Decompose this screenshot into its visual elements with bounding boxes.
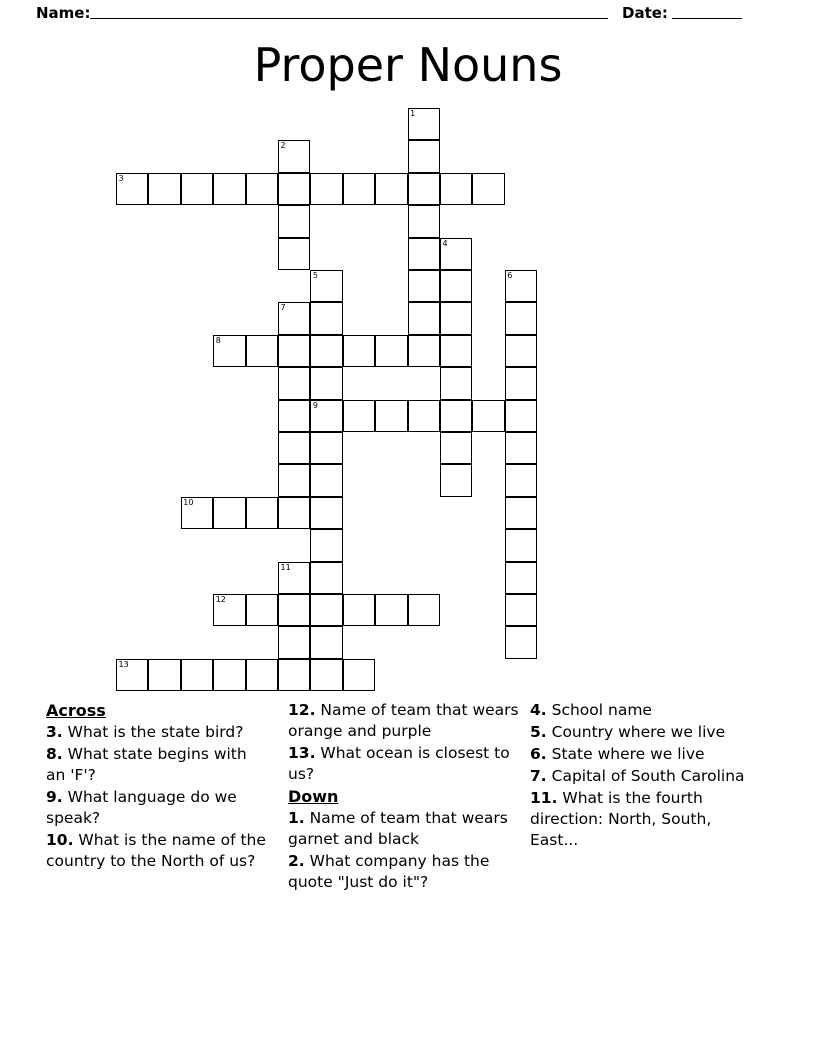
- clue-text: What is the fourth direction: North, South, East...: [530, 789, 712, 849]
- clue-text: Name of team that wears orange and purple: [288, 701, 519, 740]
- grid-cell[interactable]: [278, 659, 310, 691]
- grid-cell[interactable]: [213, 335, 245, 367]
- grid-cell[interactable]: [408, 270, 440, 302]
- grid-cell[interactable]: [375, 173, 407, 205]
- clue-text: What ocean is closest to us?: [288, 744, 510, 783]
- clue-number: 3.: [46, 723, 63, 741]
- grid-cell[interactable]: [310, 464, 342, 496]
- grid-cell[interactable]: [181, 659, 213, 691]
- clue-text: What is the name of the country to the North of us?: [46, 831, 266, 870]
- grid-cell[interactable]: [246, 594, 278, 626]
- grid-cell[interactable]: [278, 594, 310, 626]
- grid-cell[interactable]: [278, 140, 310, 172]
- grid-cell[interactable]: [505, 562, 537, 594]
- clue-across-8: [46, 744, 268, 786]
- grid-cell[interactable]: [278, 205, 310, 237]
- clue-text: Capital of South Carolina: [551, 767, 745, 785]
- clue-number: 10.: [46, 831, 74, 849]
- grid-cell-number: 2: [280, 141, 286, 151]
- grid-cell[interactable]: [310, 173, 342, 205]
- clue-down-6: [530, 744, 762, 765]
- grid-cell-number: 3: [118, 173, 124, 183]
- grid-cell[interactable]: [116, 659, 148, 691]
- grid-cell[interactable]: [310, 270, 342, 302]
- grid-cell[interactable]: [505, 400, 537, 432]
- grid-cell[interactable]: [375, 335, 407, 367]
- grid-cell[interactable]: [408, 400, 440, 432]
- clue-text: What state begins with an 'F'?: [46, 745, 247, 784]
- grid-cell[interactable]: [408, 140, 440, 172]
- grid-cell[interactable]: [343, 173, 375, 205]
- clue-text: State where we live: [551, 745, 705, 763]
- grid-cell[interactable]: [505, 497, 537, 529]
- grid-cell[interactable]: [440, 464, 472, 496]
- grid-cell[interactable]: [310, 626, 342, 658]
- grid-cell[interactable]: [213, 659, 245, 691]
- clue-across-10: [46, 830, 268, 872]
- grid-cell[interactable]: [278, 367, 310, 399]
- grid-cell[interactable]: [310, 659, 342, 691]
- grid-cell[interactable]: [246, 173, 278, 205]
- clue-number: 1.: [288, 809, 305, 827]
- clue-across-3: [46, 722, 268, 743]
- clue-number: 7.: [530, 767, 547, 785]
- grid-cell[interactable]: [375, 594, 407, 626]
- grid-cell[interactable]: [408, 594, 440, 626]
- grid-cell[interactable]: [440, 270, 472, 302]
- clue-number: 4.: [530, 701, 547, 719]
- grid-cell[interactable]: [116, 173, 148, 205]
- grid-cell-number: 4: [442, 238, 448, 248]
- grid-cell[interactable]: [278, 400, 310, 432]
- clues-column-1: [46, 700, 268, 873]
- grid-cell[interactable]: [278, 562, 310, 594]
- clue-down-2: [288, 851, 520, 893]
- date-label: Date:: [622, 4, 668, 22]
- grid-cell[interactable]: [408, 173, 440, 205]
- grid-cell[interactable]: [375, 400, 407, 432]
- grid-cell[interactable]: [440, 400, 472, 432]
- grid-cell[interactable]: [408, 335, 440, 367]
- grid-cell[interactable]: [472, 400, 504, 432]
- grid-cell-number: 5: [312, 271, 318, 280]
- grid-cell[interactable]: [440, 335, 472, 367]
- grid-cell[interactable]: [310, 432, 342, 464]
- down-heading: Down: [288, 787, 339, 806]
- grid-cell-number: 7: [280, 303, 286, 313]
- clue-text: Country where we live: [551, 723, 726, 741]
- clue-down-5: [530, 722, 762, 743]
- clue-number: 2.: [288, 852, 305, 870]
- grid-cell[interactable]: [505, 367, 537, 399]
- grid-cell[interactable]: [505, 270, 537, 302]
- grid-cell[interactable]: [278, 626, 310, 658]
- clues-column-3: [530, 700, 762, 852]
- grid-cell[interactable]: [408, 108, 440, 140]
- grid-cell[interactable]: [310, 335, 342, 367]
- clues-column-2: [288, 700, 520, 894]
- clue-down-7: [530, 766, 762, 787]
- clue-text: What is the state bird?: [67, 723, 244, 741]
- grid-cell[interactable]: [310, 529, 342, 561]
- clue-across-9: [46, 787, 268, 829]
- name-label: Name:: [36, 4, 91, 22]
- grid-cell[interactable]: [472, 173, 504, 205]
- grid-cell[interactable]: [213, 594, 245, 626]
- grid-cell[interactable]: [278, 335, 310, 367]
- grid-cell[interactable]: [505, 529, 537, 561]
- clue-number: 9.: [46, 788, 63, 806]
- grid-cell[interactable]: [246, 335, 278, 367]
- grid-cell-number: 9: [312, 400, 318, 410]
- clue-number: 6.: [530, 745, 547, 763]
- grid-cell[interactable]: [408, 205, 440, 237]
- grid-cell-number: 11: [280, 562, 291, 572]
- clue-down-11: [530, 788, 762, 851]
- clue-across-12: [288, 700, 520, 742]
- clue-text: School name: [551, 701, 652, 719]
- clue-across-13: [288, 743, 520, 785]
- grid-cell[interactable]: [278, 238, 310, 270]
- grid-cell[interactable]: [440, 302, 472, 334]
- grid-cell[interactable]: [505, 626, 537, 658]
- clue-text: Name of team that wears garnet and black: [288, 809, 508, 848]
- clue-text: What language do we speak?: [46, 788, 237, 827]
- grid-cell[interactable]: [343, 335, 375, 367]
- grid-cell-number: 12: [215, 595, 226, 604]
- grid-cell[interactable]: [181, 173, 213, 205]
- grid-cell[interactable]: [310, 497, 342, 529]
- grid-cell-number: 6: [507, 271, 513, 280]
- grid-cell[interactable]: [505, 464, 537, 496]
- grid-cell-number: 1: [410, 109, 416, 118]
- clue-number: 12.: [288, 701, 316, 719]
- grid-cell[interactable]: [181, 497, 213, 529]
- grid-cell[interactable]: [343, 400, 375, 432]
- grid-cell[interactable]: [278, 432, 310, 464]
- grid-cell[interactable]: [278, 302, 310, 334]
- grid-cell[interactable]: [408, 302, 440, 334]
- clues-area: [0, 700, 816, 960]
- grid-cell[interactable]: [505, 432, 537, 464]
- grid-cell[interactable]: [310, 400, 342, 432]
- grid-cell-number: 13: [118, 659, 129, 669]
- grid-cell-number: 10: [183, 497, 194, 507]
- grid-cell[interactable]: [440, 432, 472, 464]
- grid-cell[interactable]: [310, 562, 342, 594]
- grid-cell[interactable]: [148, 173, 180, 205]
- grid-cell[interactable]: [440, 173, 472, 205]
- grid-cell[interactable]: [440, 367, 472, 399]
- grid-cell[interactable]: [310, 367, 342, 399]
- clue-down-1: [288, 808, 520, 850]
- grid-cell[interactable]: [213, 497, 245, 529]
- grid-cell[interactable]: [408, 238, 440, 270]
- clue-number: 13.: [288, 744, 316, 762]
- clue-number: 11.: [530, 789, 558, 807]
- clue-text: What company has the quote "Just do it"?: [288, 852, 490, 891]
- grid-cell[interactable]: [505, 302, 537, 334]
- grid-cell[interactable]: [310, 302, 342, 334]
- grid-cell[interactable]: [278, 173, 310, 205]
- grid-cell[interactable]: [505, 594, 537, 626]
- grid-cell[interactable]: [440, 238, 472, 270]
- grid-cell[interactable]: [148, 659, 180, 691]
- grid-cell[interactable]: [310, 594, 342, 626]
- grid-cell-number: 8: [215, 335, 221, 345]
- clue-number: 8.: [46, 745, 63, 763]
- grid-cell[interactable]: [246, 497, 278, 529]
- grid-cell[interactable]: [278, 464, 310, 496]
- clue-number: 5.: [530, 723, 547, 741]
- clue-down-4: [530, 700, 762, 721]
- grid-cell[interactable]: [505, 335, 537, 367]
- grid-cell[interactable]: [246, 659, 278, 691]
- grid-cell[interactable]: [213, 173, 245, 205]
- across-heading: Across: [46, 701, 106, 720]
- page-title: Proper Nouns: [253, 38, 563, 92]
- grid-cell[interactable]: [343, 659, 375, 691]
- grid-cell[interactable]: [278, 497, 310, 529]
- grid-cell[interactable]: [343, 594, 375, 626]
